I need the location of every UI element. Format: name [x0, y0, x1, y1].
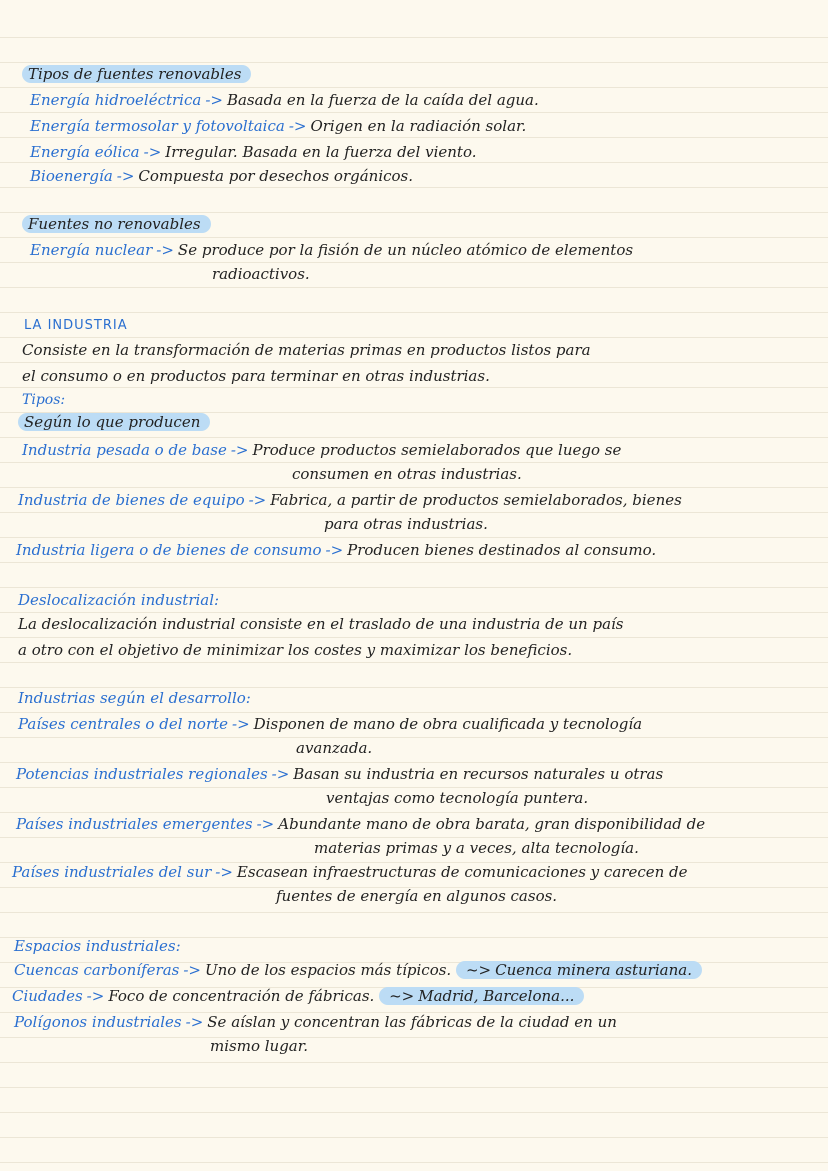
espacios-desc: Se aíslan y concentran las fábricas de la ciudad en un	[207, 1013, 617, 1031]
desarrollo-term: Países centrales o del norte	[18, 715, 229, 733]
renovables-desc: Compuesta por desechos orgánicos.	[138, 167, 414, 185]
renovables-term: Energía eólica	[30, 143, 140, 161]
espacios-desc: Foco de concentración de fábricas.	[108, 987, 375, 1005]
desarrollo-desc: Basan su industria en recursos naturales u otras	[293, 765, 664, 783]
desarrollo-term: Países industriales del sur	[12, 863, 212, 881]
renovables-desc: Origen en la radiación solar.	[310, 117, 527, 135]
renovables-item	[30, 166, 413, 186]
espacios-term: Cuencas carboníferas	[14, 961, 180, 979]
industria-subheading-line	[18, 412, 210, 432]
industria-def-2: el consumo o en productos para terminar en otras industrias.	[22, 367, 490, 385]
arrow-icon: ->	[205, 91, 223, 109]
renovables-term: Energía termosolar y fotovoltaica	[30, 117, 285, 135]
industria-desc: Producen bienes destinados al consumo.	[347, 541, 657, 559]
renovables-heading: Tipos de fuentes renovables	[22, 65, 251, 83]
espacios-item	[14, 960, 702, 980]
renovables-item	[30, 90, 539, 110]
desarrollo-item	[12, 862, 688, 882]
desarrollo-desc-cont: ventajas como tecnología puntera.	[326, 789, 589, 807]
arrow-icon: ->	[215, 863, 233, 881]
industria-heading: LA INDUSTRIA	[24, 318, 128, 333]
desarrollo-heading: Industrias según el desarrollo:	[18, 689, 251, 707]
arrow-icon: ->	[230, 441, 249, 459]
arrow-icon: ->	[143, 143, 162, 161]
industria-term: Industria pesada o de base	[22, 441, 227, 459]
no-renovables-heading-line	[22, 214, 211, 234]
renovables-term: Bioenergía	[30, 167, 113, 185]
espacios-example-text: Cuenca minera asturiana.	[495, 961, 692, 979]
no-renovables-term: Energía nuclear	[30, 241, 153, 259]
renovables-item	[30, 142, 477, 162]
arrow-icon: ->	[288, 117, 307, 135]
renovables-heading-line	[22, 64, 251, 84]
industria-desc-cont: para otras industrias.	[324, 515, 488, 533]
espacios-example-text: Madrid, Barcelona...	[418, 987, 575, 1005]
desarrollo-desc: Disponen de mano de obra cualificada y tecnología	[253, 715, 643, 733]
arrow-icon: ->	[248, 491, 267, 509]
industria-term: Industria de bienes de equipo	[18, 491, 245, 509]
renovables-desc: Irregular. Basada en la fuerza del viento.	[165, 143, 477, 161]
espacios-term: Polígonos industriales	[14, 1013, 182, 1031]
deslocalizacion-text-2: a otro con el objetivo de minimizar los costes y maximizar los beneficios.	[18, 641, 573, 659]
renovables-term: Energía hidroeléctrica	[30, 91, 202, 109]
industria-item	[16, 540, 656, 560]
arrow-icon: ->	[183, 961, 201, 979]
arrow-icon: ->	[256, 815, 275, 833]
industria-desc: Produce productos semielaborados que luego se	[252, 441, 622, 459]
no-renovables-item	[30, 240, 633, 260]
espacios-example	[379, 987, 584, 1005]
tipos-label: Tipos:	[22, 392, 66, 408]
no-renovables-desc-cont	[212, 264, 310, 284]
wavy-arrow-icon: ~>	[389, 987, 415, 1005]
arrow-icon: ->	[232, 715, 250, 733]
espacios-heading: Espacios industriales:	[14, 937, 181, 955]
industria-item	[22, 440, 621, 460]
espacios-desc-cont: mismo lugar.	[210, 1037, 309, 1055]
no-renovables-heading: Fuentes no renovables	[22, 215, 211, 233]
arrow-icon: ->	[271, 765, 290, 783]
espacios-item	[14, 1012, 617, 1032]
industria-subheading: Según lo que producen	[18, 413, 210, 431]
desarrollo-item	[18, 714, 642, 734]
industria-item	[18, 490, 682, 510]
renovables-desc: Basada en la fuerza de la caída del agua.	[226, 91, 539, 109]
industria-term: Industria ligera o de bienes de consumo	[16, 541, 322, 559]
arrow-icon: ->	[325, 541, 344, 559]
deslocalizacion-heading: Deslocalización industrial:	[18, 591, 220, 609]
wavy-arrow-icon: ~>	[465, 961, 492, 979]
arrow-icon: ->	[116, 167, 135, 185]
no-renovables-desc-2: radioactivos.	[212, 265, 310, 283]
industria-desc: Fabrica, a partir de productos semielaborados, bienes	[270, 491, 682, 509]
industria-def-1: Consiste en la transformación de materias primas en productos listos para	[22, 341, 591, 359]
espacios-desc: Uno de los espacios más típicos.	[204, 961, 452, 979]
desarrollo-term: Potencias industriales regionales	[16, 765, 268, 783]
industria-desc-cont: consumen en otras industrias.	[292, 465, 522, 483]
desarrollo-term: Países industriales emergentes	[16, 815, 253, 833]
desarrollo-desc-cont: fuentes de energía en algunos casos.	[276, 887, 558, 905]
renovables-item	[30, 116, 526, 136]
arrow-icon: ->	[185, 1013, 204, 1031]
desarrollo-item	[16, 814, 705, 834]
no-renovables-desc: Se produce por la fisión de un núcleo atómico de elementos	[177, 241, 634, 259]
espacios-item	[12, 986, 584, 1006]
desarrollo-item	[16, 764, 663, 784]
arrow-icon: ->	[86, 987, 105, 1005]
desarrollo-desc: Abundante mano de obra barata, gran disponibilidad de	[278, 815, 706, 833]
deslocalizacion-text-1: La deslocalización industrial consiste en el traslado de una industria de un país	[18, 615, 624, 633]
espacios-example	[456, 961, 702, 979]
arrow-icon: ->	[156, 241, 174, 259]
desarrollo-desc: Escasean infraestructuras de comunicaciones y carecen de	[236, 863, 688, 881]
desarrollo-desc-cont: materias primas y a veces, alta tecnología.	[314, 839, 639, 857]
desarrollo-desc-cont: avanzada.	[296, 739, 373, 757]
espacios-term: Ciudades	[12, 987, 83, 1005]
